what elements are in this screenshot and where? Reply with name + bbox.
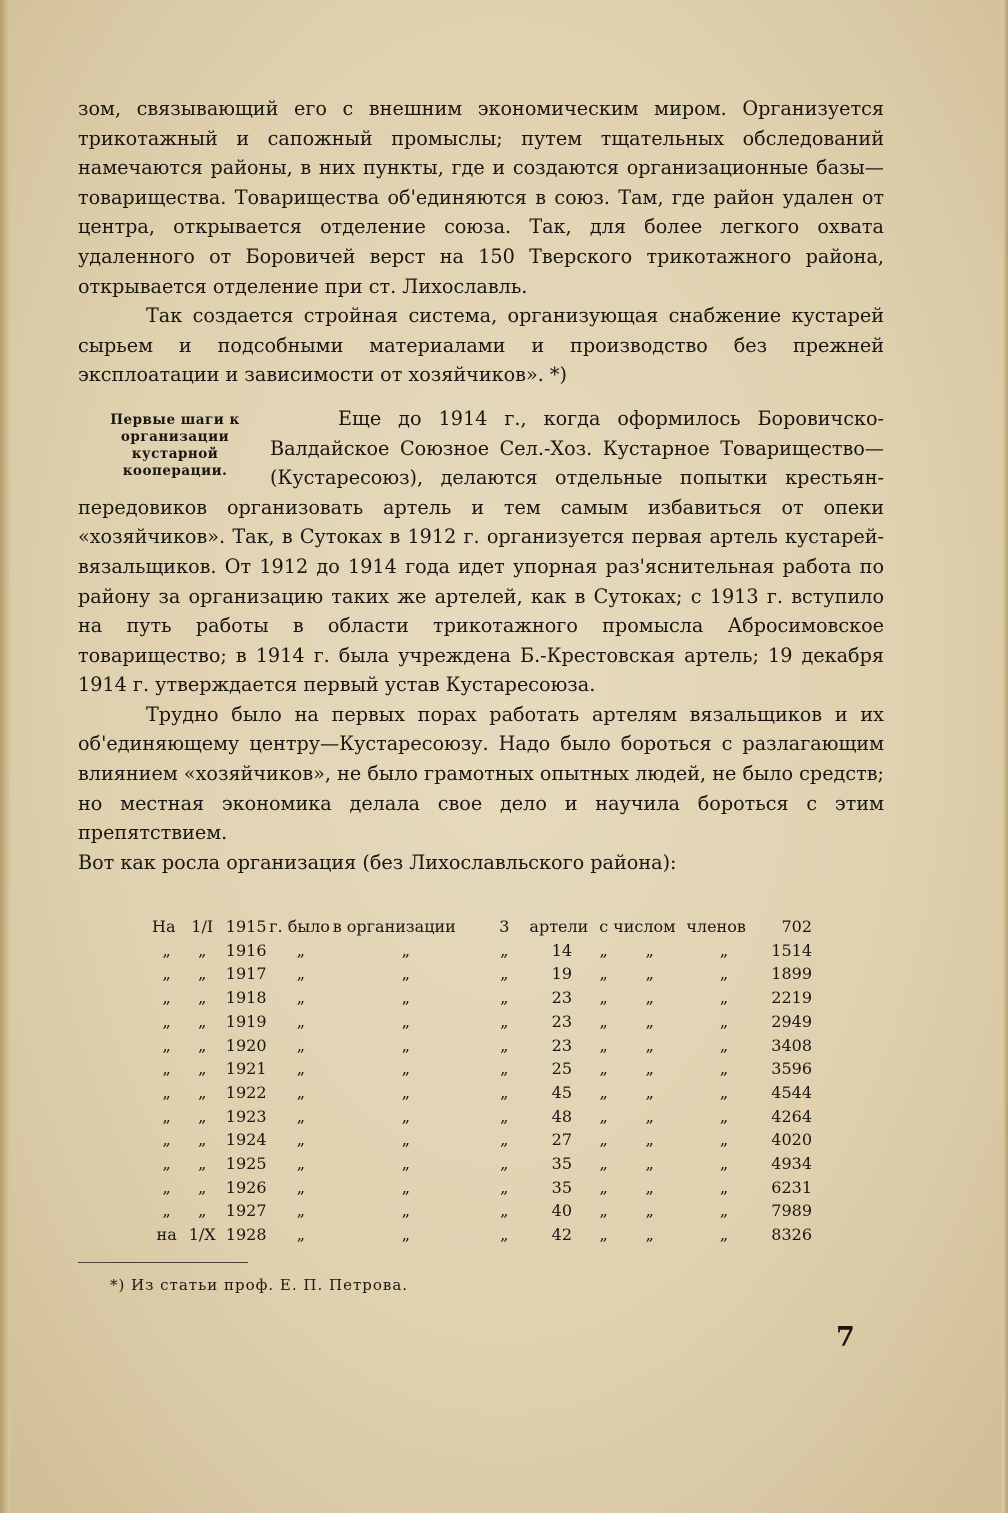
table-cell: 1918 [225, 988, 267, 1008]
table-cell: 19 [551, 964, 573, 984]
table-cell: „ [401, 1225, 411, 1245]
table-cell: 1916 [225, 940, 267, 960]
paragraph-1: зом, связывающий его с внешним экономическим миром. Организуется трикотажный и сапожный промыслы; путем тщательных обследований намечаются районы, в них пункты, где и создаются организационные базы—товарищества. Товарищества об'единяются в союз. Там, где район удален от центра, открывается отделение союза. Так, для более легкого охвата удаленного от Боровичей верст на 150 Тверского трикотажного района, открывается отделение при ст. Лихославль. [78, 97, 884, 298]
table-cell: 1920 [225, 1035, 267, 1055]
table-cell: „ [645, 1201, 654, 1221]
table-cell: 1919 [225, 1011, 267, 1031]
table-cell: „ [599, 1059, 608, 1079]
table-cell: 1899 [771, 964, 812, 984]
table-cell: „ [401, 1130, 411, 1150]
table-cell: 1915 [225, 917, 267, 936]
table-cell: „ [198, 1177, 207, 1197]
table-cell: 1/X [188, 1225, 216, 1245]
table-intro: Вот как росла организация (без Лихославльского района): [78, 850, 677, 874]
table-cell: „ [599, 1106, 608, 1126]
table-cell: „ [719, 940, 729, 960]
table-cell: „ [719, 1201, 729, 1221]
table-cell: „ [401, 1177, 411, 1197]
table-cell: „ [500, 964, 509, 984]
table-cell: „ [599, 1225, 608, 1245]
table-cell: „ [162, 1106, 171, 1126]
table-row [152, 939, 812, 963]
table-cell: „ [198, 964, 207, 984]
table-cell: 1917 [225, 964, 267, 984]
table-cell: 35 [551, 1154, 573, 1174]
table-cell: „ [296, 1035, 306, 1055]
table-cell: „ [296, 940, 306, 960]
table-cell: „ [599, 1011, 608, 1031]
table-cell: 14 [551, 940, 573, 960]
table-cell: „ [401, 1011, 411, 1031]
table-cell: 1927 [225, 1201, 267, 1221]
table-cell: 3596 [771, 1059, 812, 1079]
table-row [152, 1105, 812, 1129]
table-cell: „ [162, 1035, 171, 1055]
table-cell: „ [500, 988, 509, 1008]
table-cell: 4264 [771, 1106, 812, 1126]
table-row [152, 1199, 812, 1223]
table-cell: артели [529, 917, 589, 936]
table-cell: „ [296, 1059, 306, 1079]
table-cell: „ [296, 1201, 306, 1221]
table-cell: 2949 [771, 1011, 812, 1031]
table-row [152, 986, 812, 1010]
table-cell: „ [296, 1082, 306, 1102]
table-cell: 45 [551, 1082, 573, 1102]
table-cell: „ [198, 988, 207, 1008]
table-row [152, 1081, 812, 1105]
table-cell: „ [500, 1059, 509, 1079]
table-cell: 7989 [771, 1201, 812, 1221]
table-cell: 48 [551, 1106, 573, 1126]
table-cell: „ [645, 1035, 654, 1055]
table-cell: „ [296, 1106, 306, 1126]
paragraph-4: Трудно было на первых порах работать артелям вязальщиков и их об'единяющему центру—Кустаресоюзу. Надо было бороться с разлагающим влиянием «хозяйчиков», не было грамотных опытных людей, не было средств; но местная экономика делала свое дело и научила бороться с этим препятствием. [78, 702, 884, 845]
table-cell: „ [500, 1177, 509, 1197]
table-cell: „ [198, 1130, 207, 1150]
table-cell: 2219 [771, 988, 812, 1008]
table-cell: „ [162, 940, 171, 960]
table-cell: „ [296, 1130, 306, 1150]
table-cell: г. было [269, 917, 330, 936]
table-cell: „ [401, 1154, 411, 1174]
table-row [152, 1034, 812, 1058]
table-cell: 702 [781, 917, 812, 936]
table-row [152, 1128, 812, 1152]
table-cell: 35 [551, 1177, 573, 1197]
table-cell: „ [599, 940, 608, 960]
table-cell: 4934 [771, 1154, 812, 1174]
body-text [78, 94, 884, 877]
table-cell: „ [645, 1011, 654, 1031]
table-cell: „ [401, 988, 411, 1008]
table-cell: „ [645, 1154, 654, 1174]
table-cell: „ [500, 940, 509, 960]
membership-table [152, 915, 812, 1247]
table-cell: „ [599, 1177, 608, 1197]
table-cell: 8326 [771, 1225, 812, 1245]
table-cell: 4020 [771, 1130, 812, 1150]
table-cell: „ [719, 988, 729, 1008]
table-cell: „ [198, 1035, 207, 1055]
table-cell: в организации [332, 917, 456, 936]
table-cell: „ [719, 1130, 729, 1150]
section-first-steps [78, 404, 884, 700]
table-cell: „ [401, 1106, 411, 1126]
table-cell: „ [599, 1201, 608, 1221]
margin-note: Первые шаги к организации кустарной кооперации. [110, 411, 240, 479]
table-cell: „ [500, 1225, 509, 1245]
table-cell: 1921 [225, 1059, 267, 1079]
table-row [152, 962, 812, 986]
table-row [152, 1152, 812, 1176]
table-cell: „ [645, 1059, 654, 1079]
table-cell: „ [719, 1154, 729, 1174]
table-cell: „ [162, 1177, 171, 1197]
table-cell: „ [198, 1059, 207, 1079]
table-cell: на [156, 1225, 177, 1245]
table-cell: „ [198, 940, 207, 960]
table-cell: „ [719, 1035, 729, 1055]
table-cell: „ [162, 988, 171, 1008]
table-cell: 23 [551, 988, 573, 1008]
table-cell: „ [296, 1225, 306, 1245]
paragraph-3: Еще до 1914 г., когда оформилось Боровичско-Валдайское Союзное Сел.-Хоз. Кустарное Товарищество—(Кустаресоюз), делаются отдельные попытки крестьян-передовиков организовать артель и тем самым избавиться от опеки «хозяйчиков». Так, в Сутоках в 1912 г. организуется первая артель кустарей-вязальщиков. От 1912 до 1914 года идет упорная раз'яснительная работа по району за организацию таких же артелей, как в Сутоках; с 1913 г. вступило на путь работы в области трикотажного промысла Абросимовское товарищество; в 1914 г. была учреждена Б.-Крестовская артель; 19 декабря 1914 г. утверждается первый устав Кустаресоюза. [78, 406, 884, 697]
table-cell: „ [500, 1130, 509, 1150]
table-cell: „ [162, 964, 171, 984]
table-cell: „ [599, 964, 608, 984]
table-cell: „ [599, 1154, 608, 1174]
table-cell: 1/I [191, 917, 214, 936]
table-cell: „ [401, 964, 411, 984]
table-cell: „ [500, 1154, 509, 1174]
table-cell: 25 [551, 1059, 573, 1079]
table-cell: „ [500, 1082, 509, 1102]
page-number: 7 [836, 1322, 855, 1353]
table-cell: „ [162, 1059, 171, 1079]
table-cell: „ [599, 1130, 608, 1150]
table-cell: „ [296, 988, 306, 1008]
table-cell: „ [719, 1106, 729, 1126]
table-cell: 1514 [771, 940, 812, 960]
footnote: *) Из статьи проф. Е. П. Петрова. [110, 1276, 409, 1294]
table-cell: членов [686, 917, 746, 936]
table-cell: 1923 [225, 1106, 267, 1126]
table-cell: „ [500, 1011, 509, 1031]
paragraph-2: Так создается стройная система, организующая снабжение кустарей сырьем и подсобными материалами и производство без прежней эксплоатации и зависимости от хозяйчиков». *) [78, 304, 884, 387]
table-cell: „ [645, 1130, 654, 1150]
table-cell: 1922 [225, 1082, 267, 1102]
table-cell: 1924 [225, 1130, 267, 1150]
table-cell: 27 [551, 1130, 573, 1150]
table-cell: „ [719, 1011, 729, 1031]
table-cell: 6231 [771, 1177, 812, 1197]
table-cell: „ [645, 1177, 654, 1197]
table-cell: 40 [551, 1201, 573, 1221]
table-cell: „ [198, 1011, 207, 1031]
table-cell: „ [719, 1059, 729, 1079]
table-cell: „ [401, 1059, 411, 1079]
table-cell: „ [645, 1082, 654, 1102]
table-cell: 1925 [225, 1154, 267, 1174]
table-cell: „ [719, 964, 729, 984]
table-cell: „ [719, 1177, 729, 1197]
page-edge-left [0, 0, 10, 1513]
table-cell: „ [198, 1082, 207, 1102]
table-cell: „ [599, 1035, 608, 1055]
table-cell: „ [645, 940, 654, 960]
table-cell: „ [162, 1201, 171, 1221]
table-cell: „ [162, 1130, 171, 1150]
table-cell: „ [401, 1201, 411, 1221]
table-cell: „ [198, 1106, 207, 1126]
table-cell: „ [401, 940, 411, 960]
table-cell: „ [599, 1082, 608, 1102]
table-cell: 3408 [771, 1035, 812, 1055]
table-cell: „ [719, 1082, 729, 1102]
table-row [152, 1176, 812, 1200]
table-cell: „ [719, 1225, 729, 1245]
table-cell: „ [645, 988, 654, 1008]
table-cell: „ [401, 1082, 411, 1102]
table-cell: „ [500, 1106, 509, 1126]
table-cell: 23 [551, 1011, 573, 1031]
table-cell: „ [645, 1225, 654, 1245]
table-cell: 3 [499, 917, 510, 936]
table-cell: „ [162, 1082, 171, 1102]
table-cell: числом [613, 917, 676, 936]
table-cell: „ [296, 1011, 306, 1031]
table-cell: „ [500, 1201, 509, 1221]
table-cell: На [152, 917, 176, 936]
table-cell: „ [500, 1035, 509, 1055]
table-cell: 23 [551, 1035, 573, 1055]
table-cell: 42 [551, 1225, 573, 1245]
page-edge-right [1002, 0, 1008, 1513]
table-cell: „ [296, 964, 306, 984]
table-cell: 4544 [771, 1082, 812, 1102]
table-row [152, 1223, 812, 1247]
table-cell: „ [162, 1011, 171, 1031]
table-cell: 1926 [225, 1177, 267, 1197]
table-cell: „ [198, 1154, 207, 1174]
table-cell: 1928 [225, 1225, 267, 1245]
table-cell: „ [162, 1154, 171, 1174]
table-cell: „ [296, 1154, 306, 1174]
table-cell: с [599, 917, 609, 936]
table-cell: „ [645, 964, 654, 984]
footnote-rule [78, 1262, 248, 1263]
table-cell: „ [599, 988, 608, 1008]
table-header-row [152, 915, 812, 939]
table-cell: „ [645, 1106, 654, 1126]
table-row [152, 1010, 812, 1034]
table-cell: „ [296, 1177, 306, 1197]
table-cell: „ [198, 1201, 207, 1221]
table-row [152, 1057, 812, 1081]
table-cell: „ [401, 1035, 411, 1055]
